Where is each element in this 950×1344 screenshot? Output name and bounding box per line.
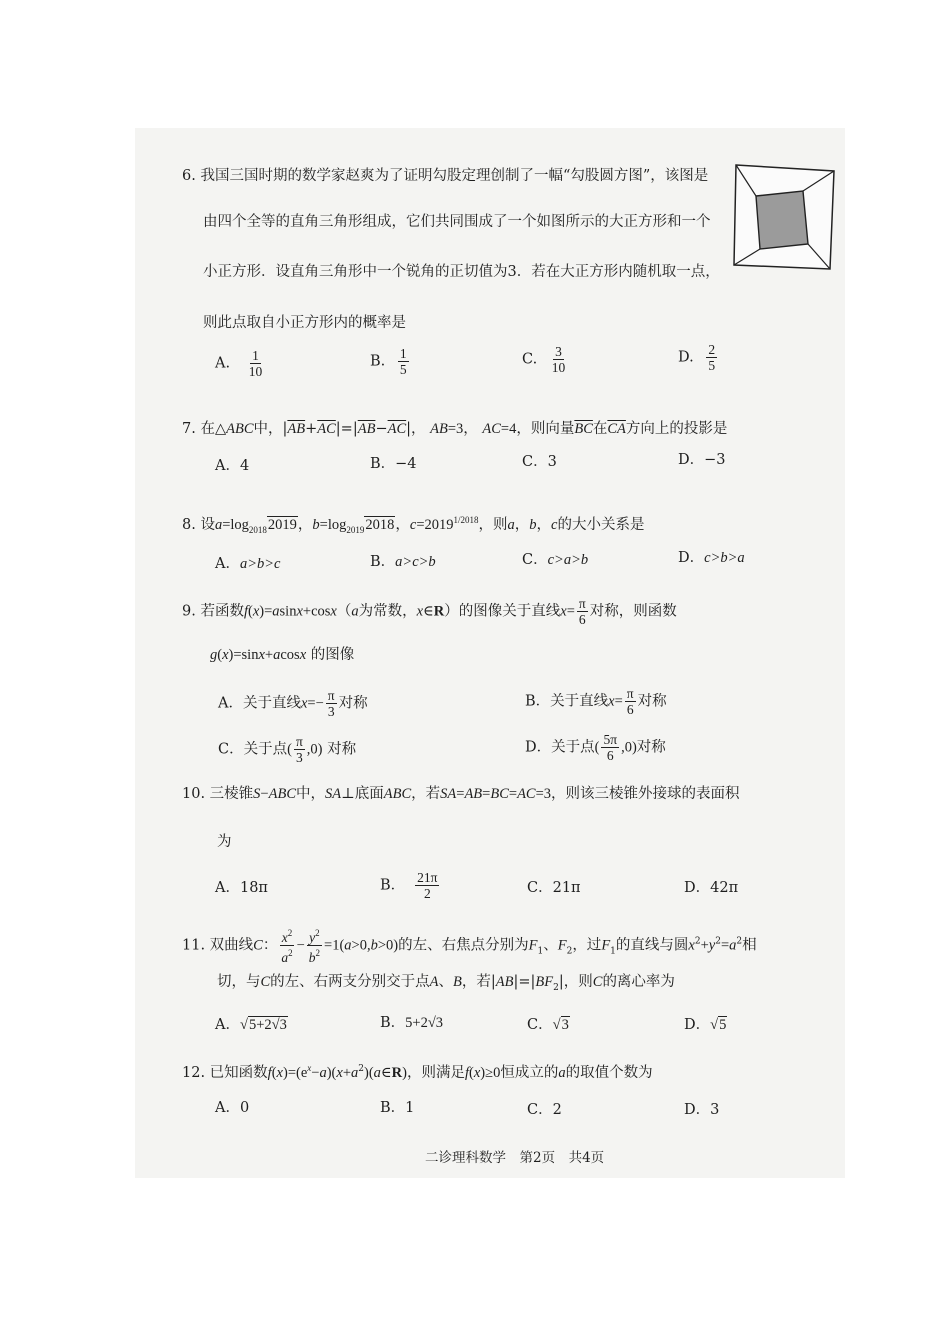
q8-stem: 8. 设$a=\log_{2018}2019$，$b=\log_{2019}2018$，$c=2019^{1/2018}$，则a，b，c的大小关系是	[182, 515, 645, 535]
page-footer: 二诊理科数学 第2页 共4页	[425, 1150, 605, 1166]
q8-option-d[interactable]: D．c>b>a	[678, 550, 745, 566]
option-fraction	[550, 344, 568, 375]
q9-line1: 9. 若函数f(x)=asinx+cosx（a为常数，x∈R）的图像关于直线x= $\frac{\pi}{6}$ 对称，则函数	[182, 596, 677, 627]
option-fraction	[706, 342, 717, 373]
q9-line2-text: 的图像	[310, 647, 355, 663]
q6-option-c[interactable]	[522, 344, 569, 375]
q6-line4: 则此点取自小正方形内的概率是	[203, 315, 406, 331]
q6-option-d[interactable]	[678, 342, 719, 373]
q11-option-a[interactable]: A．√5+2√3	[215, 1017, 287, 1033]
q7-option-b[interactable]: B．−4	[370, 456, 417, 472]
q7-option-a[interactable]: A．4	[215, 458, 250, 474]
option-letter: B.	[370, 353, 386, 370]
option-fraction	[247, 348, 265, 379]
q10-option-c[interactable]: C．21π	[527, 880, 581, 896]
denominator: 2	[423, 886, 431, 901]
denominator: 10	[551, 360, 566, 375]
q6-line3: 小正方形．设直角三角形中一个锐角的正切值为3．若在大正方形内随机取一点，	[203, 264, 720, 280]
q9-option-c[interactable]: C．关于点( $\frac{\pi}{3}$ ,0) 对称	[218, 734, 357, 765]
q9-option-b[interactable]: B．关于直线x= $\frac{\pi}{6}$ 对称	[525, 686, 667, 717]
q6-line2: 由四个全等的直角三角形组成，它们共同围成了一个如图所示的大正方形和一个	[203, 214, 711, 230]
q11-option-c[interactable]: C．√3	[527, 1017, 569, 1033]
q6-option-b[interactable]	[370, 346, 411, 377]
q11-line1: 11. 双曲线C： $\frac{x^2}{a^2}$ − $\frac{y^2}{b^2}$ =1(a>0,b>0)的左、右焦点分别为$F_1$、$F_2$，过$F_1$的直线与圆$x^2+y^2=a^2$相	[182, 928, 757, 965]
q9-line2: g(x)=sinx+acosx 的图像	[210, 647, 355, 663]
option-letter: B．	[380, 877, 406, 894]
q9-option-d[interactable]: D．关于点( $\frac{5\pi}{6}$ ,0)对称	[525, 732, 666, 763]
q10-option-a[interactable]: A．18π	[215, 880, 268, 896]
zhao-shuang-square-diagram-icon	[733, 163, 837, 273]
numerator: 1	[252, 348, 259, 363]
option-letter: D．	[678, 550, 705, 566]
numerator: 2	[708, 342, 716, 357]
q8-option-c[interactable]: C．c>a>b	[522, 552, 589, 568]
q12-option-a[interactable]: A．0	[215, 1100, 250, 1116]
numerator: 3	[555, 344, 562, 359]
option-letter: A.	[215, 355, 231, 372]
q11-option-b[interactable]: B．5+2√3	[380, 1015, 444, 1031]
option-letter: C.	[522, 351, 538, 368]
q11-option-d[interactable]: D．√5	[684, 1017, 727, 1033]
q12-option-d[interactable]: D．3	[684, 1102, 720, 1118]
q12-stem: 12. 已知函数$f(x)=(e^x-a)(x+a^2)(a\in R)$，则满足f(x)≥0恒成立的a的取值个数为	[182, 1063, 653, 1081]
q7-stem: 7. 在△ABC中，$|\overline{AB}+\overline{AC}|=|\overline{AB}-\overline{AC}|$， AB=3， AC=4，则向量$\overline{BC}$在$\overline{CA}$方向上的投影是	[182, 421, 728, 437]
q8-option-b[interactable]: B．a>c>b	[370, 554, 436, 570]
option-letter: C．	[522, 552, 548, 568]
q11-line2: 切，与C的左、右两支分别交于点A、B，若$|AB|=|BF_2|$，则C的离心率为	[217, 974, 675, 993]
denominator: 5	[708, 358, 716, 373]
q10-line1: 10. 三棱锥S−ABC中，SA⊥底面ABC，若SA=AB=BC=AC=3，则该三棱锥外接球的表面积	[182, 786, 740, 802]
q10-option-d[interactable]: D．42π	[684, 880, 739, 896]
q10-option-b[interactable]	[380, 870, 441, 901]
q8-option-a[interactable]: A．a>b>c	[215, 556, 281, 572]
q7-option-d[interactable]: D．−3	[678, 452, 726, 468]
q10-line2: 为	[217, 834, 232, 850]
numerator: 21π	[417, 870, 438, 885]
numerator: 1	[399, 346, 407, 361]
q7-option-c[interactable]: C．3	[522, 454, 557, 470]
option-letter: A．	[215, 556, 240, 572]
option-letter: D.	[678, 349, 694, 366]
q6-line1: 6. 我国三国时期的数学家赵爽为了证明勾股定理创制了一幅“勾股圆方图”，该图是	[182, 168, 709, 184]
option-letter: B．	[370, 554, 396, 570]
q6-option-a[interactable]	[215, 348, 266, 379]
q9-option-a[interactable]: A．关于直线x=− $\frac{\pi}{3}$ 对称	[218, 688, 368, 719]
q12-option-b[interactable]: B．1	[380, 1100, 415, 1116]
option-fraction	[398, 346, 409, 377]
denominator: 5	[399, 362, 407, 377]
denominator: 10	[248, 364, 263, 379]
q12-option-c[interactable]: C．2	[527, 1102, 562, 1118]
